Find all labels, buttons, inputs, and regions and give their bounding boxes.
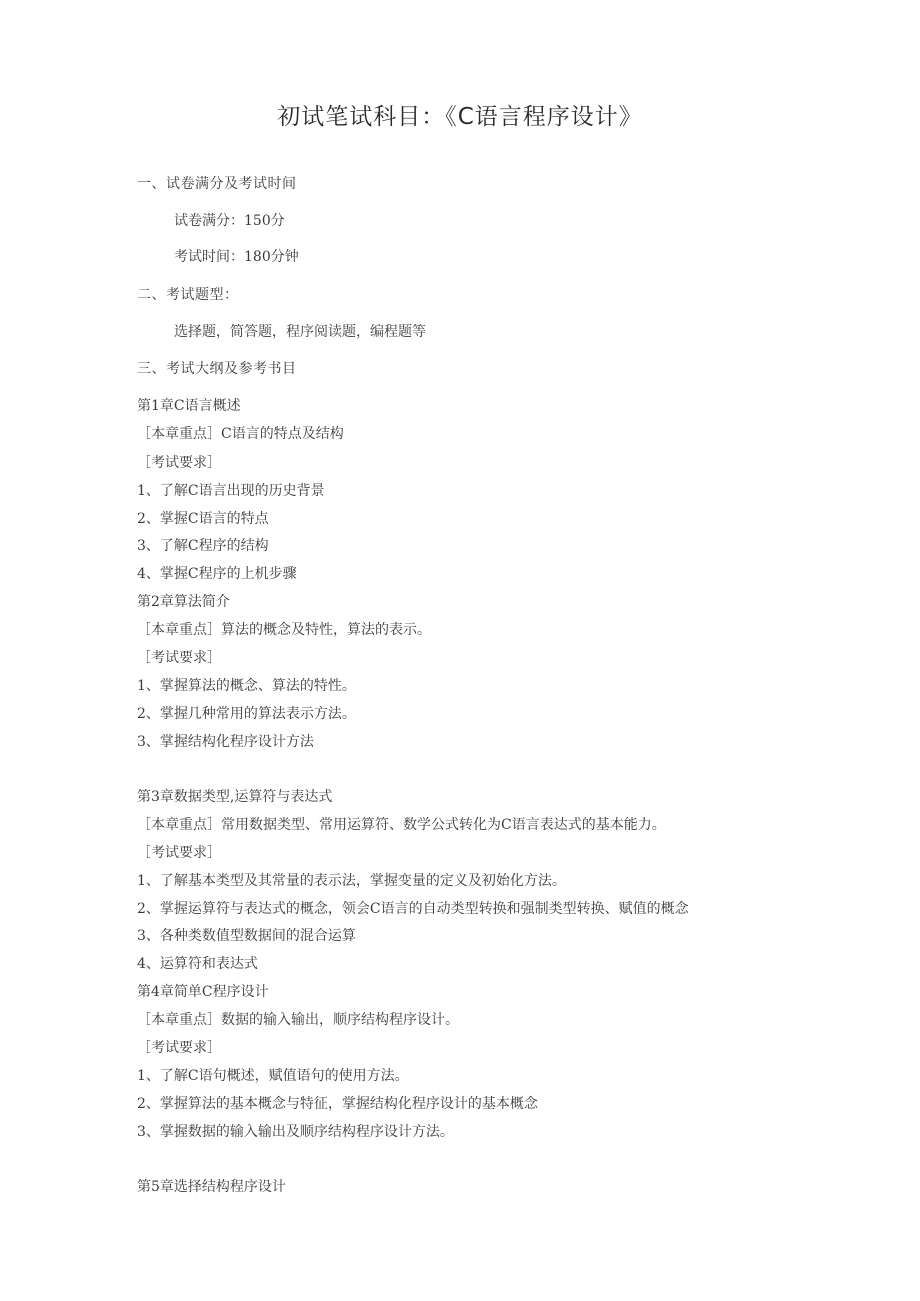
requirement-item: 3、各种类数值型数据间的混合运算 — [137, 928, 356, 944]
requirement-item: 1、了解C语句概述，赋值语句的使用方法。 — [137, 1068, 409, 1084]
requirement-item: 3、了解C程序的结构 — [137, 538, 269, 554]
question-types: 选择题，简答题，程序阅读题，编程题等 — [174, 324, 426, 340]
chapter-title: 第4章简单C程序设计 — [137, 984, 269, 1000]
exam-duration: 考试时间：180分钟 — [174, 249, 299, 265]
requirement-item: 1、了解基本类型及其常量的表示法，掌握变量的定义及初始化方法。 — [137, 873, 566, 889]
chapter-requirements-label: ［考试要求］ — [137, 845, 221, 861]
section-heading-2: 二、考试题型： — [137, 287, 239, 303]
chapter-requirements-label: ［考试要求］ — [137, 650, 221, 666]
chapter-title: 第2章算法简介 — [137, 594, 230, 610]
requirement-item: 2、掌握C语言的特点 — [137, 511, 269, 527]
requirement-item: 4、运算符和表达式 — [137, 956, 258, 972]
section-heading-3: 三、考试大纲及参考书目 — [137, 361, 297, 377]
chapter-focus: ［本章重点］C语言的特点及结构 — [137, 426, 344, 442]
document-title: 初试笔试科目：《C语言程序设计》 — [277, 104, 643, 130]
chapter-focus: ［本章重点］算法的概念及特性，算法的表示。 — [137, 622, 431, 638]
section-heading-1: 一、试卷满分及考试时间 — [137, 176, 297, 192]
requirement-item: 2、掌握运算符与表达式的概念，领会C语言的自动类型转换和强制类型转换、赋值的概念 — [137, 901, 689, 917]
chapter-title: 第5章选择结构程序设计 — [137, 1179, 286, 1195]
chapter-focus: ［本章重点］数据的输入输出，顺序结构程序设计。 — [137, 1012, 459, 1028]
chapter-focus: ［本章重点］常用数据类型、常用运算符、数学公式转化为C语言表达式的基本能力。 — [137, 817, 666, 833]
requirement-item: 2、掌握算法的基本概念与特征，掌握结构化程序设计的基本概念 — [137, 1096, 538, 1112]
chapter-title: 第3章数据类型,运算符与表达式 — [137, 789, 333, 805]
requirement-item: 3、掌握数据的输入输出及顺序结构程序设计方法。 — [137, 1124, 454, 1140]
exam-full-score: 试卷满分：150分 — [174, 213, 285, 229]
chapter-requirements-label: ［考试要求］ — [137, 1040, 221, 1056]
requirement-item: 2、掌握几种常用的算法表示方法。 — [137, 706, 356, 722]
chapter-requirements-label: ［考试要求］ — [137, 455, 221, 471]
requirement-item: 1、掌握算法的概念、算法的特性。 — [137, 678, 356, 694]
requirement-item: 3、掌握结构化程序设计方法 — [137, 734, 314, 750]
requirement-item: 1、了解C语言出现的历史背景 — [137, 483, 325, 499]
chapter-title: 第1章C语言概述 — [137, 398, 241, 414]
requirement-item: 4、掌握C程序的上机步骤 — [137, 566, 297, 582]
